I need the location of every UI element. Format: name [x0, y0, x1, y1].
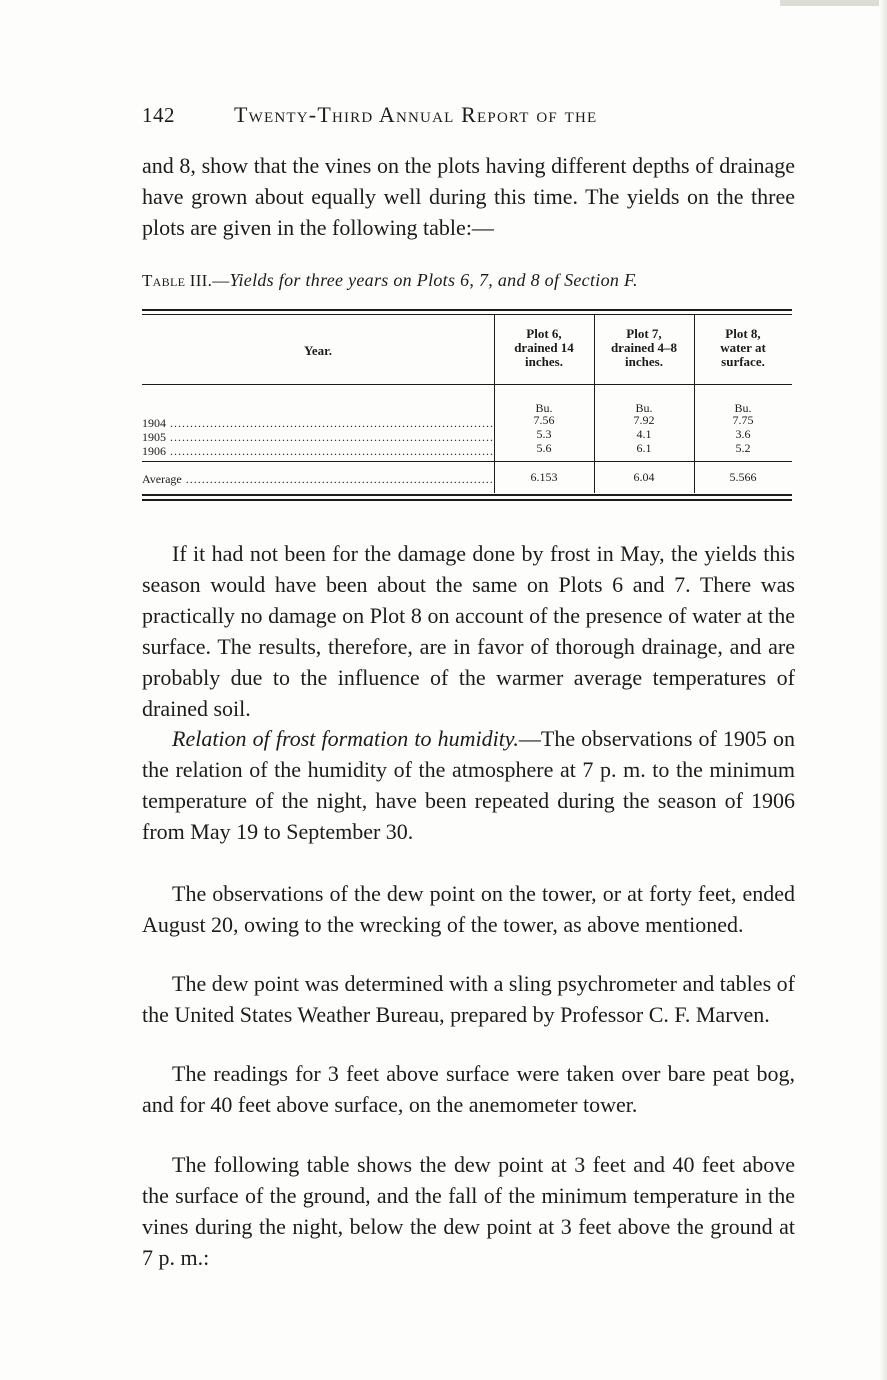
- table-top-rule: [142, 309, 792, 311]
- column-header-line: Plot 8,: [725, 326, 761, 341]
- column-header-line: Plot 7,: [626, 326, 662, 341]
- column-header-line: Plot 6,: [526, 326, 562, 341]
- table-bottom-rule-thick: [142, 499, 792, 501]
- table-bottom-rule: [142, 494, 792, 496]
- column-header-line: drained 4–8: [610, 340, 678, 355]
- column-header-line: inches.: [625, 354, 663, 369]
- paragraph-following-table: The following table shows the dew point at 3 feet and 40 feet above the surface of the ground, and the fall of the minimum temperature in the vines during the night, below the dew point at 3 feet above the ground at 7 p. m.:: [142, 1152, 795, 1270]
- unit-label: Bu.: [734, 401, 752, 415]
- year-column-header: Year.: [303, 343, 333, 358]
- column-header-plot-7: [594, 327, 694, 369]
- table-cell: 6.04: [633, 470, 655, 484]
- unit-label: Bu.: [635, 401, 653, 415]
- row-label-1906: 1906 .....: [142, 444, 494, 458]
- table-cell: 7.75: [732, 413, 754, 427]
- row-label-1905: 1905 .....: [142, 430, 494, 444]
- table-cell: 5.2: [735, 441, 751, 455]
- table-label: Table III.—: [142, 271, 230, 290]
- paragraph-readings: The readings for 3 feet above surface were taken over bare peat bog, and for 40 feet above surface, on the anemometer tower.: [142, 1061, 795, 1117]
- column-header-line: drained 14: [514, 340, 574, 355]
- table-cell: 6.1: [636, 441, 652, 455]
- running-title: Twenty-Third Annual Report of the: [234, 102, 598, 127]
- table-cell: 5.3: [536, 427, 552, 441]
- paragraph-frost-damage: If it had not been for the damage done by frost in May, the yields this season would have been about the same on Plots 6 and 7. There was practically no damage on Plot 8 on account of the presence of water at the surface. The results, therefore, are in favor of thorough drainage, and are probably due to the influence of the warmer average temperatures of drained soil.: [142, 541, 795, 721]
- column-header-line: inches.: [525, 354, 563, 369]
- table-cell: 7.56: [533, 413, 555, 427]
- row-label-average: Average .....: [142, 472, 494, 486]
- section-heading: Relation of frost formation to humidity.: [172, 726, 519, 751]
- table-cell: 7.92: [633, 413, 655, 427]
- paragraph-dew-point-tower: The observations of the dew point on the tower, or at forty feet, ended August 20, owing to the wrecking of the tower, as above mentioned.: [142, 881, 795, 937]
- header-rule: [142, 384, 792, 385]
- unit-label: Bu.: [535, 401, 553, 415]
- paragraph-frost-humidity: [142, 723, 795, 847]
- table-cell: 3.6: [735, 427, 751, 441]
- page-header: [142, 102, 792, 128]
- section-body: —The observations of 1905 on the relation of the humidity of the atmosphere at 7 p. m. to the minimum temperature of the night, have been repeated during the season of 1906 from May 19 to September 30.: [142, 726, 796, 844]
- column-header-line: water at: [720, 340, 766, 355]
- table-cell: 6.153: [530, 470, 558, 484]
- column-header-plot-6: [494, 327, 594, 369]
- table-caption: [142, 270, 792, 291]
- column-header-plot-8: [694, 327, 792, 369]
- table-cell: 5.566: [729, 470, 757, 484]
- paragraph-psychrometer: The dew point was determined with a sling psychrometer and tables of the United States Weather Bureau, prepared by Professor C. F. Marven.: [142, 971, 795, 1027]
- table-cell: 5.6: [536, 441, 552, 455]
- intro-paragraph: and 8, show that the vines on the plots having different depths of drainage have grown about equally well during this time. The yields on the three plots are given in the following table:—: [142, 153, 795, 240]
- yield-table: [142, 309, 792, 509]
- table-title: Yields for three years on Plots 6, 7, and 8 of Section F.: [229, 270, 638, 290]
- row-label-1904: 1904 .....: [142, 416, 494, 430]
- scan-edge-right: [879, 0, 887, 1380]
- column-header-line: surface.: [721, 354, 765, 369]
- average-rule: [142, 461, 792, 462]
- scan-edge-top: [780, 0, 887, 6]
- table-cell: 4.1: [636, 427, 652, 441]
- page-number: 142: [142, 103, 175, 127]
